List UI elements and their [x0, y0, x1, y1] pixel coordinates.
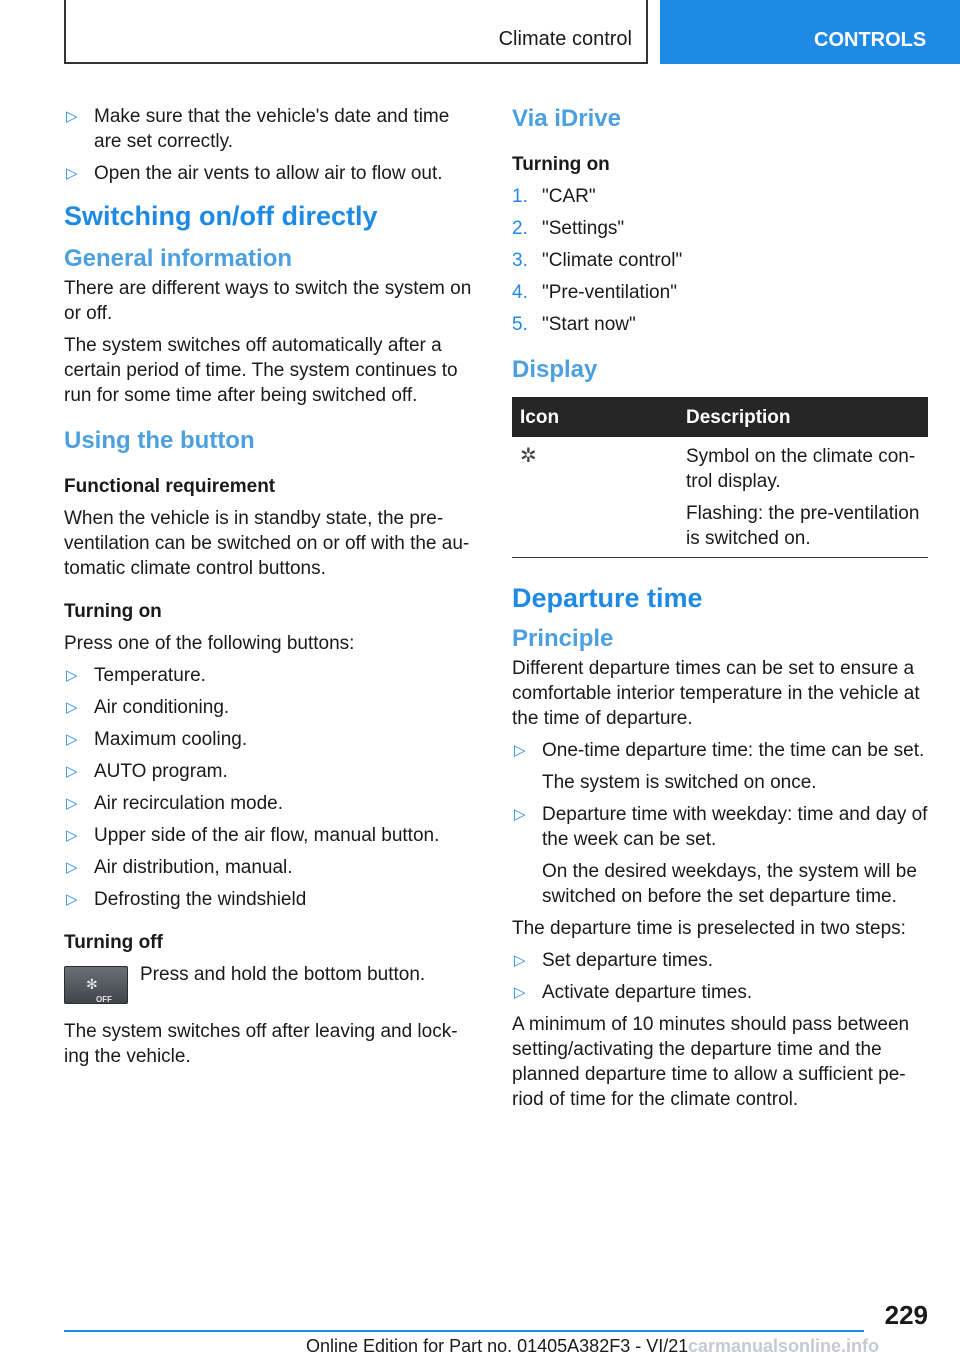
header-frame	[64, 0, 648, 64]
list-item: 1. "CAR"	[512, 186, 596, 207]
watermark: carmanualsonline.info	[688, 1336, 880, 1356]
triangle-bullet-icon: ▷	[66, 827, 78, 844]
list-item: 2. "Settings"	[512, 218, 625, 239]
heading-display: Display	[512, 356, 598, 383]
description-cell: Symbol on the climate con-trol display. Flashing: the pre-ventilation is switched on.	[678, 437, 928, 558]
triangle-bullet-icon: ▷	[66, 763, 78, 780]
heading-general-info: General information	[64, 245, 293, 272]
heading-principle: Principle	[512, 625, 614, 652]
departure-bullet-list	[512, 738, 928, 909]
list-item: ▷ Open the air vents to allow air to flow out.	[66, 163, 443, 184]
heading-via-idrive: Via iDrive	[512, 105, 621, 132]
turning-off-row	[64, 962, 480, 1012]
fan-icon: ✻	[86, 976, 98, 992]
paragraph: Different departure times can be set to ensure a comfortable interior temperature in the vehicle at the time of departure.	[512, 658, 920, 729]
paragraph: The system switches off after leaving and lock-ing the vehicle.	[64, 1021, 458, 1067]
triangle-bullet-icon: ▷	[514, 806, 526, 823]
triangle-bullet-icon: ▷	[66, 731, 78, 748]
list-item: 5. "Start now"	[512, 314, 636, 335]
triangle-bullet-icon: ▷	[66, 108, 78, 125]
triangle-bullet-icon: ▷	[514, 952, 526, 969]
fan-off-button-image	[64, 966, 128, 1004]
idrive-steps	[512, 184, 928, 337]
list-item: ▷ Air conditioning.	[66, 697, 230, 718]
list-item: ▷ AUTO program.	[66, 761, 228, 782]
heading-turning-on: Turning on	[64, 601, 162, 622]
triangle-bullet-icon: ▷	[66, 859, 78, 876]
intro-bullet-list	[64, 104, 480, 186]
left-column	[64, 104, 480, 1076]
triangle-bullet-icon: ▷	[66, 667, 78, 684]
heading-departure-time: Departure time	[512, 583, 703, 613]
triangle-bullet-icon: ▷	[66, 699, 78, 716]
heading-switching: Switching on/off directly	[64, 201, 378, 231]
column-header-icon: Icon	[512, 397, 678, 437]
list-item: ▷ Set departure times.	[514, 950, 714, 971]
paragraph: The departure time is preselected in two steps:	[512, 918, 906, 939]
list-item: ▷ Make sure that the vehicle's date and time are set correctly.	[66, 106, 450, 152]
paragraph: When the vehicle is in standby state, the pre-ventilation can be switched on or off with the au-tomatic climate control buttons.	[64, 508, 470, 579]
list-item: ▷ Departure time with weekday: time and day of the week can be set. On the desired weekdays, the system will be switched on before the set departure time.	[514, 804, 928, 907]
chapter-title: CONTROLS	[814, 29, 927, 51]
edition-text: Online Edition for Part no. 01405A382F3 - VI/21	[306, 1336, 689, 1356]
list-item: 3. "Climate control"	[512, 250, 683, 271]
table-row	[512, 437, 928, 558]
table-header-row	[512, 397, 928, 437]
heading-using-button: Using the button	[64, 427, 255, 454]
triangle-bullet-icon: ▷	[514, 984, 526, 1001]
heading-turning-on: Turning on	[512, 154, 610, 175]
paragraph: A minimum of 10 minutes should pass between setting/activating the departure time and the planned departure time to allow a sufficient pe-riod of time for the climate control.	[512, 1014, 910, 1110]
list-item: ▷ One-time departure time: the time can be set. The system is switched on once.	[514, 740, 925, 793]
off-label: OFF	[96, 995, 112, 1004]
section-title: Climate control	[498, 28, 632, 50]
list-item: ▷ Upper side of the air flow, manual button.	[66, 825, 440, 846]
turning-off-text: Press and hold the bottom button.	[140, 964, 426, 985]
paragraph: Press one of the following buttons:	[64, 633, 355, 654]
display-table	[512, 397, 928, 558]
list-item: ▷ Activate departure times.	[514, 982, 753, 1003]
triangle-bullet-icon: ▷	[66, 165, 78, 182]
paragraph: There are different ways to switch the system on or off.	[64, 278, 472, 324]
triangle-bullet-icon: ▷	[66, 795, 78, 812]
list-item: ▷ Defrosting the windshield	[66, 889, 307, 910]
list-item: ▷ Temperature.	[66, 665, 206, 686]
paragraph: The system switches off automatically after a certain period of time. The system continues to run for some time after being switched off.	[64, 335, 458, 406]
footer-divider	[64, 1330, 864, 1332]
heading-functional-requirement: Functional requirement	[64, 476, 276, 497]
fan-dashed-icon: ✲	[520, 445, 537, 467]
list-item: 4. "Pre-ventilation"	[512, 282, 677, 303]
icon-cell	[512, 437, 678, 558]
buttons-list	[64, 663, 480, 912]
triangle-bullet-icon: ▷	[514, 742, 526, 759]
right-column	[512, 104, 928, 1119]
page-number: 229	[884, 1300, 928, 1330]
chapter-tab	[660, 0, 960, 64]
list-item: ▷ Air distribution, manual.	[66, 857, 293, 878]
column-header-description: Description	[678, 397, 928, 437]
heading-turning-off: Turning off	[64, 932, 163, 953]
steps-bullet-list	[512, 948, 928, 1005]
list-item: ▷ Air recirculation mode.	[66, 793, 284, 814]
triangle-bullet-icon: ▷	[66, 891, 78, 908]
list-item: ▷ Maximum cooling.	[66, 729, 248, 750]
